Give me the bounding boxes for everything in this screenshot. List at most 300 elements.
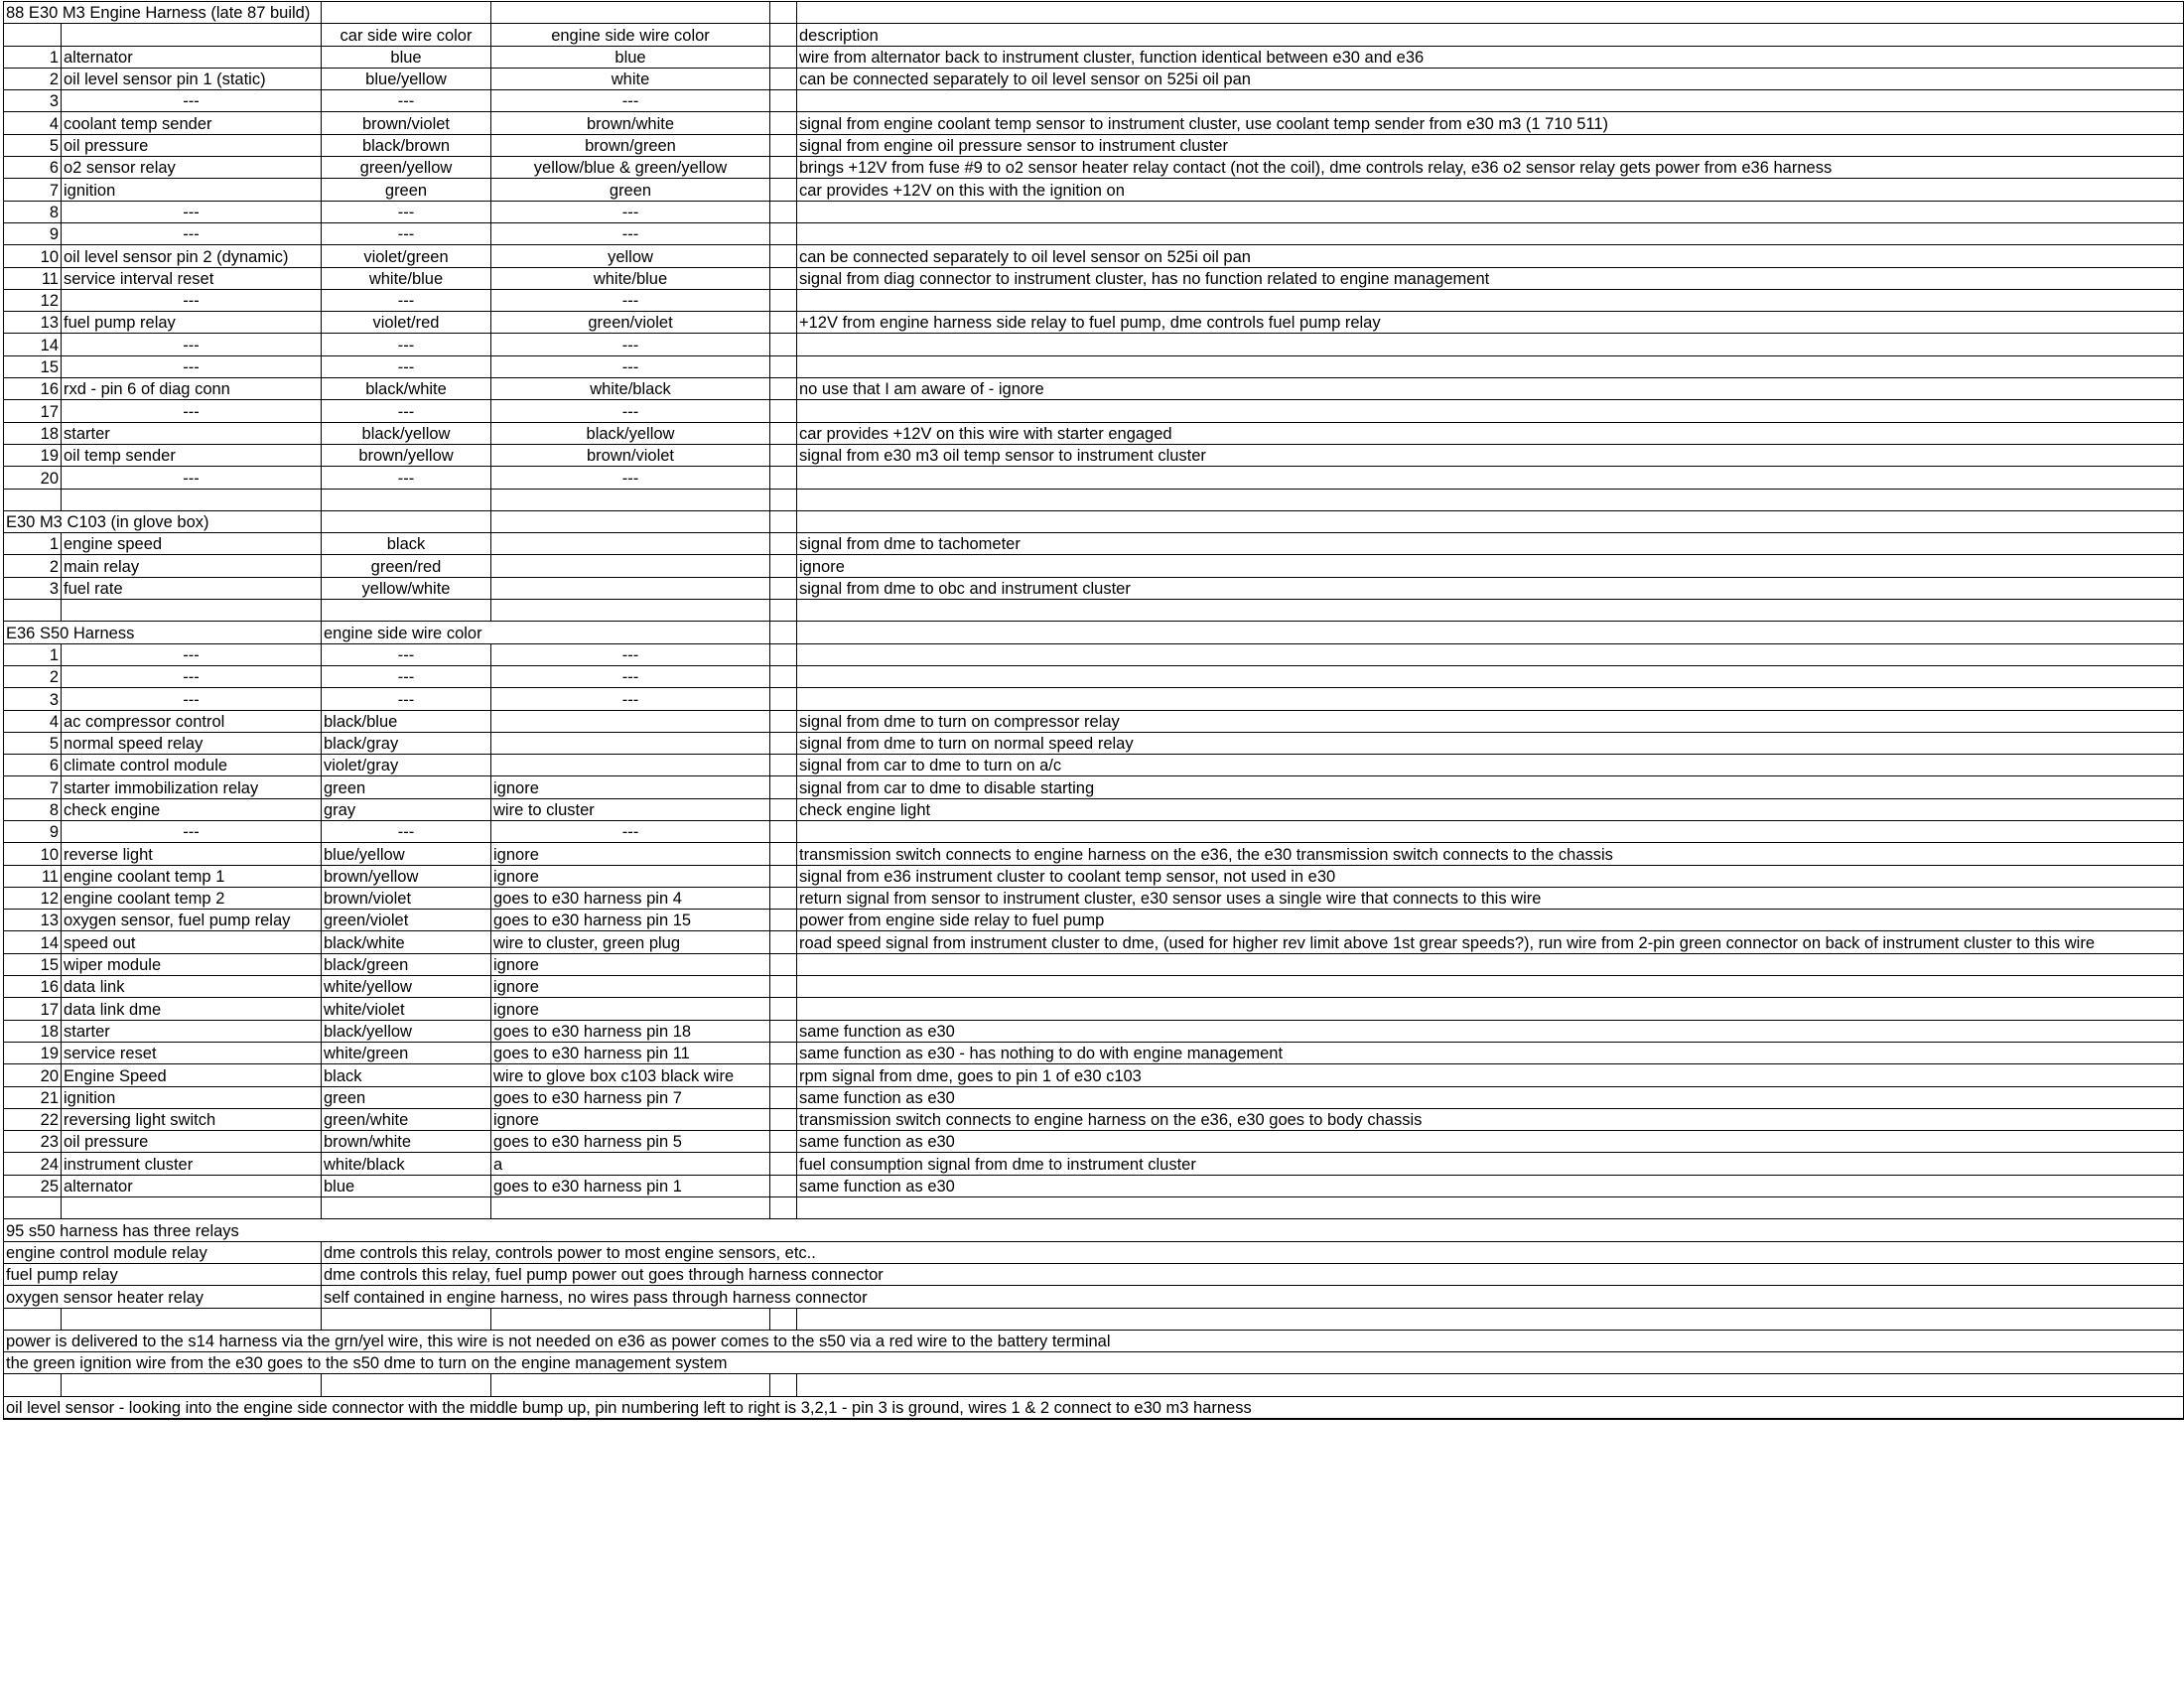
pin-function[interactable]: Engine Speed <box>62 1064 322 1086</box>
pin-description[interactable] <box>797 643 2184 665</box>
pin-description[interactable]: same function as e30 <box>797 1020 2184 1042</box>
relay-name[interactable]: oxygen sensor heater relay <box>4 1286 322 1308</box>
pin-number[interactable]: 12 <box>4 887 62 909</box>
empty-cell[interactable] <box>770 422 797 444</box>
car-side-color[interactable]: --- <box>322 334 491 355</box>
car-side-color[interactable]: white/yellow <box>322 976 491 998</box>
pin-function[interactable]: oil temp sender <box>62 444 322 466</box>
engine-side-color[interactable]: wire to cluster, green plug <box>491 931 770 953</box>
car-side-color[interactable]: violet/red <box>322 312 491 334</box>
empty-cell[interactable] <box>770 1197 797 1219</box>
empty-cell[interactable] <box>770 665 797 687</box>
engine-side-color[interactable]: ignore <box>491 865 770 887</box>
empty-cell[interactable] <box>770 1108 797 1130</box>
pin-function[interactable]: wiper module <box>62 953 322 975</box>
pin-description[interactable]: car provides +12V on this with the ignition on <box>797 179 2184 201</box>
pin-description[interactable]: wire from alternator back to instrument cluster, function identical between e30 and e36 <box>797 46 2184 68</box>
car-side-color[interactable]: brown/violet <box>322 112 491 134</box>
pin-number[interactable]: 14 <box>4 334 62 355</box>
pin-description[interactable]: signal from dme to obc and instrument cluster <box>797 577 2184 599</box>
pin-function[interactable]: --- <box>62 467 322 489</box>
pin-function[interactable]: fuel rate <box>62 577 322 599</box>
empty-cell[interactable] <box>770 710 797 732</box>
pin-function[interactable]: --- <box>62 688 322 710</box>
car-side-color[interactable]: green <box>322 1086 491 1108</box>
pin-number[interactable]: 20 <box>4 467 62 489</box>
empty-cell[interactable] <box>770 2 797 24</box>
empty-cell[interactable] <box>797 622 2184 643</box>
empty-cell[interactable] <box>770 931 797 953</box>
pin-description[interactable]: no use that I am aware of - ignore <box>797 378 2184 400</box>
car-side-color[interactable]: green <box>322 776 491 798</box>
pin-number[interactable]: 22 <box>4 1108 62 1130</box>
empty-cell[interactable] <box>770 910 797 931</box>
pin-number[interactable]: 24 <box>4 1153 62 1175</box>
pin-description[interactable]: signal from dme to turn on normal speed relay <box>797 732 2184 754</box>
pin-number[interactable]: 10 <box>4 245 62 267</box>
pin-description[interactable]: rpm signal from dme, goes to pin 1 of e30 c103 <box>797 1064 2184 1086</box>
engine-side-color[interactable]: yellow/blue & green/yellow <box>491 157 770 179</box>
car-side-color[interactable]: green/white <box>322 1108 491 1130</box>
empty-cell[interactable] <box>770 798 797 820</box>
pin-number[interactable]: 1 <box>4 643 62 665</box>
pin-number[interactable]: 1 <box>4 46 62 68</box>
section-title[interactable]: 88 E30 M3 Engine Harness (late 87 build) <box>4 2 322 24</box>
empty-cell[interactable] <box>797 489 2184 510</box>
empty-cell[interactable] <box>322 510 491 532</box>
engine-side-color[interactable]: ignore <box>491 953 770 975</box>
empty-cell[interactable] <box>491 510 770 532</box>
car-side-color[interactable]: --- <box>322 820 491 842</box>
empty-cell[interactable] <box>62 489 322 510</box>
empty-cell[interactable] <box>491 1197 770 1219</box>
pin-description[interactable]: signal from dme to turn on compressor relay <box>797 710 2184 732</box>
pin-description[interactable]: signal from e30 m3 oil temp sensor to instrument cluster <box>797 444 2184 466</box>
pin-number[interactable]: 9 <box>4 820 62 842</box>
car-side-color[interactable]: --- <box>322 355 491 377</box>
car-side-color[interactable]: brown/yellow <box>322 444 491 466</box>
pin-description[interactable]: same function as e30 <box>797 1131 2184 1153</box>
empty-cell[interactable] <box>797 1374 2184 1396</box>
pin-description[interactable]: transmission switch connects to engine harness on the e36, the e30 transmission switch connects to the chassis <box>797 843 2184 865</box>
empty-cell[interactable] <box>770 976 797 998</box>
pin-number[interactable]: 7 <box>4 179 62 201</box>
engine-side-color[interactable]: --- <box>491 355 770 377</box>
pin-number[interactable]: 5 <box>4 134 62 156</box>
pin-number[interactable]: 9 <box>4 222 62 244</box>
pin-number[interactable]: 13 <box>4 312 62 334</box>
engine-side-color[interactable]: goes to e30 harness pin 4 <box>491 887 770 909</box>
empty-cell[interactable] <box>770 1175 797 1196</box>
pin-function[interactable]: oil level sensor pin 2 (dynamic) <box>62 245 322 267</box>
engine-side-color[interactable]: a <box>491 1153 770 1175</box>
engine-side-color[interactable]: --- <box>491 289 770 311</box>
empty-cell[interactable] <box>797 1197 2184 1219</box>
pin-description[interactable]: signal from e36 instrument cluster to coolant temp sensor, not used in e30 <box>797 865 2184 887</box>
engine-side-color[interactable] <box>491 533 770 555</box>
empty-cell[interactable] <box>770 1153 797 1175</box>
pin-description[interactable] <box>797 467 2184 489</box>
pin-description[interactable]: +12V from engine harness side relay to fuel pump, dme controls fuel pump relay <box>797 312 2184 334</box>
car-side-color[interactable]: violet/gray <box>322 755 491 776</box>
pin-description[interactable] <box>797 953 2184 975</box>
engine-side-color[interactable]: ignore <box>491 843 770 865</box>
header-car-side[interactable]: car side wire color <box>322 24 491 46</box>
car-side-color[interactable]: --- <box>322 289 491 311</box>
engine-side-color[interactable]: goes to e30 harness pin 11 <box>491 1042 770 1063</box>
pin-description[interactable]: same function as e30 <box>797 1086 2184 1108</box>
pin-description[interactable]: brings +12V from fuse #9 to o2 sensor heater relay contact (not the coil), dme controls relay, e36 o2 sensor relay gets power from e36 harness <box>797 157 2184 179</box>
empty-cell[interactable] <box>770 732 797 754</box>
empty-cell[interactable] <box>770 1374 797 1396</box>
pin-function[interactable]: oil pressure <box>62 1131 322 1153</box>
car-side-color[interactable]: green/red <box>322 555 491 577</box>
car-side-color[interactable]: blue <box>322 1175 491 1196</box>
car-side-color[interactable]: black/yellow <box>322 422 491 444</box>
car-side-color[interactable]: --- <box>322 201 491 222</box>
car-side-color[interactable]: --- <box>322 688 491 710</box>
pin-number[interactable]: 11 <box>4 865 62 887</box>
car-side-color[interactable]: --- <box>322 467 491 489</box>
engine-side-color[interactable]: goes to e30 harness pin 7 <box>491 1086 770 1108</box>
engine-side-color[interactable]: --- <box>491 688 770 710</box>
empty-cell[interactable] <box>770 489 797 510</box>
car-side-color[interactable]: yellow/white <box>322 577 491 599</box>
empty-cell[interactable] <box>770 1042 797 1063</box>
pin-number[interactable]: 2 <box>4 555 62 577</box>
pin-description[interactable]: signal from car to dme to turn on a/c <box>797 755 2184 776</box>
relay-name[interactable]: fuel pump relay <box>4 1263 322 1285</box>
pin-number[interactable]: 12 <box>4 289 62 311</box>
engine-side-color[interactable]: --- <box>491 334 770 355</box>
pin-function[interactable]: coolant temp sender <box>62 112 322 134</box>
pin-description[interactable]: signal from diag connector to instrument cluster, has no function related to engine management <box>797 267 2184 289</box>
car-side-color[interactable]: black/blue <box>322 710 491 732</box>
empty-cell[interactable] <box>770 201 797 222</box>
empty-cell[interactable] <box>322 1374 491 1396</box>
car-side-color[interactable]: green/yellow <box>322 157 491 179</box>
car-side-color[interactable]: blue/yellow <box>322 68 491 89</box>
pin-number[interactable]: 19 <box>4 444 62 466</box>
pin-number[interactable]: 10 <box>4 843 62 865</box>
empty-cell[interactable] <box>770 533 797 555</box>
footer-note[interactable]: oil level sensor - looking into the engine side connector with the middle bump up, pin numbering left to right is 3,2,1 - pin 3 is ground, wires 1 & 2 connect to e30 m3 harness <box>4 1396 2184 1419</box>
engine-side-color[interactable]: blue <box>491 46 770 68</box>
car-side-color[interactable]: black <box>322 1064 491 1086</box>
pin-description[interactable] <box>797 665 2184 687</box>
relay-name[interactable]: engine control module relay <box>4 1241 322 1263</box>
pin-description[interactable]: can be connected separately to oil level sensor on 525i oil pan <box>797 68 2184 89</box>
pin-function[interactable]: data link <box>62 976 322 998</box>
pin-function[interactable]: alternator <box>62 46 322 68</box>
pin-number[interactable]: 6 <box>4 157 62 179</box>
pin-function[interactable]: o2 sensor relay <box>62 157 322 179</box>
empty-cell[interactable] <box>770 245 797 267</box>
pin-description[interactable] <box>797 355 2184 377</box>
pin-description[interactable] <box>797 334 2184 355</box>
engine-side-color[interactable]: brown/violet <box>491 444 770 466</box>
engine-side-color[interactable]: --- <box>491 90 770 112</box>
empty-cell[interactable] <box>770 46 797 68</box>
pin-number[interactable]: 15 <box>4 355 62 377</box>
engine-side-color[interactable]: --- <box>491 201 770 222</box>
empty-cell[interactable] <box>322 2 491 24</box>
pin-description[interactable]: ignore <box>797 555 2184 577</box>
pin-number[interactable]: 17 <box>4 998 62 1020</box>
empty-cell[interactable] <box>62 600 322 622</box>
empty-cell[interactable] <box>770 865 797 887</box>
engine-side-color[interactable]: --- <box>491 467 770 489</box>
empty-cell[interactable] <box>770 90 797 112</box>
empty-cell[interactable] <box>4 1197 62 1219</box>
pin-function[interactable]: check engine <box>62 798 322 820</box>
empty-cell[interactable] <box>770 157 797 179</box>
engine-side-color[interactable]: green/violet <box>491 312 770 334</box>
pin-function[interactable]: starter <box>62 1020 322 1042</box>
pin-number[interactable]: 7 <box>4 776 62 798</box>
pin-function[interactable]: ac compressor control <box>62 710 322 732</box>
header-description[interactable]: description <box>797 24 2184 46</box>
car-side-color[interactable]: gray <box>322 798 491 820</box>
pin-number[interactable]: 18 <box>4 422 62 444</box>
pin-number[interactable]: 2 <box>4 68 62 89</box>
pin-number[interactable]: 11 <box>4 267 62 289</box>
pin-description[interactable]: signal from dme to tachometer <box>797 533 2184 555</box>
engine-side-color[interactable]: brown/green <box>491 134 770 156</box>
car-side-color[interactable]: --- <box>322 90 491 112</box>
pin-description[interactable]: return signal from sensor to instrument cluster, e30 sensor uses a single wire that connects to this wire <box>797 887 2184 909</box>
engine-side-color[interactable]: goes to e30 harness pin 1 <box>491 1175 770 1196</box>
pin-function[interactable]: --- <box>62 400 322 422</box>
pin-number[interactable]: 1 <box>4 533 62 555</box>
pin-function[interactable]: --- <box>62 222 322 244</box>
engine-side-color[interactable]: wire to glove box c103 black wire <box>491 1064 770 1086</box>
engine-side-color[interactable]: goes to e30 harness pin 15 <box>491 910 770 931</box>
car-side-color[interactable]: white/black <box>322 1153 491 1175</box>
empty-cell[interactable] <box>322 1197 491 1219</box>
section-title[interactable]: 95 s50 harness has three relays <box>4 1219 2184 1241</box>
empty-cell[interactable] <box>62 1374 322 1396</box>
pin-number[interactable]: 23 <box>4 1131 62 1153</box>
pin-number[interactable]: 20 <box>4 1064 62 1086</box>
pin-description[interactable]: same function as e30 <box>797 1175 2184 1196</box>
pin-description[interactable]: signal from engine oil pressure sensor to instrument cluster <box>797 134 2184 156</box>
empty-cell[interactable] <box>770 887 797 909</box>
car-side-color[interactable]: black/yellow <box>322 1020 491 1042</box>
pin-number[interactable]: 3 <box>4 688 62 710</box>
car-side-color[interactable]: brown/white <box>322 1131 491 1153</box>
empty-cell[interactable] <box>770 378 797 400</box>
empty-cell[interactable] <box>491 600 770 622</box>
pin-number[interactable]: 8 <box>4 798 62 820</box>
pin-description[interactable] <box>797 688 2184 710</box>
pin-function[interactable]: speed out <box>62 931 322 953</box>
empty-cell[interactable] <box>770 622 797 643</box>
note-text[interactable]: the green ignition wire from the e30 goes to the s50 dme to turn on the engine management system <box>4 1352 2184 1374</box>
empty-cell[interactable] <box>770 444 797 466</box>
car-side-color[interactable]: green/violet <box>322 910 491 931</box>
engine-side-color[interactable]: wire to cluster <box>491 798 770 820</box>
pin-function[interactable]: fuel pump relay <box>62 312 322 334</box>
empty-cell[interactable] <box>797 1308 2184 1330</box>
empty-cell[interactable] <box>797 600 2184 622</box>
engine-side-color[interactable]: --- <box>491 820 770 842</box>
car-side-color[interactable]: white/blue <box>322 267 491 289</box>
engine-side-color[interactable]: ignore <box>491 1108 770 1130</box>
relay-description[interactable]: dme controls this relay, controls power to most engine sensors, etc.. <box>322 1241 2184 1263</box>
engine-side-color[interactable]: --- <box>491 665 770 687</box>
relay-description[interactable]: self contained in engine harness, no wires pass through harness connector <box>322 1286 2184 1308</box>
pin-description[interactable]: check engine light <box>797 798 2184 820</box>
empty-cell[interactable] <box>322 489 491 510</box>
empty-cell[interactable] <box>770 643 797 665</box>
car-side-color[interactable]: black <box>322 533 491 555</box>
pin-function[interactable]: --- <box>62 334 322 355</box>
engine-side-color[interactable] <box>491 732 770 754</box>
pin-description[interactable]: fuel consumption signal from dme to instrument cluster <box>797 1153 2184 1175</box>
pin-number[interactable]: 6 <box>4 755 62 776</box>
pin-function[interactable]: engine coolant temp 2 <box>62 887 322 909</box>
pin-number[interactable]: 8 <box>4 201 62 222</box>
pin-number[interactable]: 21 <box>4 1086 62 1108</box>
empty-cell[interactable] <box>770 24 797 46</box>
pin-number[interactable]: 19 <box>4 1042 62 1063</box>
empty-cell[interactable] <box>770 688 797 710</box>
pin-number[interactable]: 3 <box>4 577 62 599</box>
pin-function[interactable]: engine speed <box>62 533 322 555</box>
pin-function[interactable]: data link dme <box>62 998 322 1020</box>
empty-cell[interactable] <box>770 1020 797 1042</box>
empty-cell[interactable] <box>770 776 797 798</box>
empty-cell[interactable] <box>770 1064 797 1086</box>
empty-cell[interactable] <box>770 134 797 156</box>
car-side-color[interactable]: white/violet <box>322 998 491 1020</box>
empty-cell[interactable] <box>770 267 797 289</box>
pin-description[interactable]: road speed signal from instrument cluster to dme, (used for higher rev limit above 1st grear speeds?), run wire from 2-pin green connector on back of instrument cluster to this wire <box>797 931 2184 953</box>
car-side-color[interactable]: blue/yellow <box>322 843 491 865</box>
engine-side-color[interactable] <box>491 710 770 732</box>
pin-number[interactable]: 2 <box>4 665 62 687</box>
pin-description[interactable] <box>797 201 2184 222</box>
engine-side-color[interactable]: --- <box>491 643 770 665</box>
pin-description[interactable]: can be connected separately to oil level sensor on 525i oil pan <box>797 245 2184 267</box>
pin-number[interactable]: 15 <box>4 953 62 975</box>
pin-function[interactable]: --- <box>62 90 322 112</box>
pin-function[interactable]: oil level sensor pin 1 (static) <box>62 68 322 89</box>
pin-function[interactable]: climate control module <box>62 755 322 776</box>
relay-description[interactable]: dme controls this relay, fuel pump power out goes through harness connector <box>322 1263 2184 1285</box>
engine-side-color[interactable]: black/yellow <box>491 422 770 444</box>
engine-side-color[interactable] <box>491 755 770 776</box>
engine-side-color[interactable]: white/black <box>491 378 770 400</box>
car-side-color[interactable]: black/white <box>322 378 491 400</box>
empty-cell[interactable] <box>491 489 770 510</box>
engine-side-color[interactable]: ignore <box>491 776 770 798</box>
empty-cell[interactable] <box>491 2 770 24</box>
engine-side-color[interactable]: brown/white <box>491 112 770 134</box>
pin-function[interactable]: rxd - pin 6 of diag conn <box>62 378 322 400</box>
pin-function[interactable]: --- <box>62 665 322 687</box>
car-side-color[interactable]: black/brown <box>322 134 491 156</box>
pin-function[interactable]: ignition <box>62 1086 322 1108</box>
empty-cell[interactable] <box>770 112 797 134</box>
empty-cell[interactable] <box>322 1308 491 1330</box>
pin-number[interactable]: 4 <box>4 112 62 134</box>
pin-function[interactable]: alternator <box>62 1175 322 1196</box>
pin-number[interactable]: 13 <box>4 910 62 931</box>
pin-number[interactable]: 17 <box>4 400 62 422</box>
empty-cell[interactable] <box>770 820 797 842</box>
engine-side-color[interactable]: ignore <box>491 998 770 1020</box>
engine-side-color[interactable]: ignore <box>491 976 770 998</box>
empty-cell[interactable] <box>770 1308 797 1330</box>
header-name[interactable] <box>62 24 322 46</box>
empty-cell[interactable] <box>4 600 62 622</box>
empty-cell[interactable] <box>62 1308 322 1330</box>
engine-side-color[interactable]: white <box>491 68 770 89</box>
note-text[interactable]: power is delivered to the s14 harness via the grn/yel wire, this wire is not needed on e36 as power comes to the s50 via a red wire to the battery terminal <box>4 1330 2184 1351</box>
pin-number[interactable]: 25 <box>4 1175 62 1196</box>
pin-number[interactable]: 14 <box>4 931 62 953</box>
empty-cell[interactable] <box>770 510 797 532</box>
pin-function[interactable]: starter immobilization relay <box>62 776 322 798</box>
engine-side-color[interactable] <box>491 555 770 577</box>
empty-cell[interactable] <box>770 334 797 355</box>
empty-cell[interactable] <box>770 1086 797 1108</box>
empty-cell[interactable] <box>770 222 797 244</box>
pin-description[interactable]: power from engine side relay to fuel pump <box>797 910 2184 931</box>
empty-cell[interactable] <box>62 1197 322 1219</box>
pin-number[interactable]: 3 <box>4 90 62 112</box>
pin-function[interactable]: service interval reset <box>62 267 322 289</box>
pin-description[interactable] <box>797 976 2184 998</box>
empty-cell[interactable] <box>4 1374 62 1396</box>
engine-side-color[interactable]: goes to e30 harness pin 5 <box>491 1131 770 1153</box>
empty-cell[interactable] <box>770 467 797 489</box>
pin-function[interactable]: ignition <box>62 179 322 201</box>
car-side-color[interactable]: black/green <box>322 953 491 975</box>
empty-cell[interactable] <box>797 510 2184 532</box>
pin-function[interactable]: reversing light switch <box>62 1108 322 1130</box>
pin-function[interactable]: --- <box>62 643 322 665</box>
pin-number[interactable]: 18 <box>4 1020 62 1042</box>
engine-side-color[interactable]: yellow <box>491 245 770 267</box>
empty-cell[interactable] <box>4 24 62 46</box>
pin-function[interactable]: engine coolant temp 1 <box>62 865 322 887</box>
pin-description[interactable]: same function as e30 - has nothing to do with engine management <box>797 1042 2184 1063</box>
empty-cell[interactable] <box>770 755 797 776</box>
pin-description[interactable]: car provides +12V on this wire with starter engaged <box>797 422 2184 444</box>
pin-function[interactable]: oxygen sensor, fuel pump relay <box>62 910 322 931</box>
car-side-color[interactable]: white/green <box>322 1042 491 1063</box>
pin-number[interactable]: 16 <box>4 378 62 400</box>
engine-side-color[interactable]: --- <box>491 400 770 422</box>
engine-side-color[interactable]: --- <box>491 222 770 244</box>
car-side-color[interactable]: --- <box>322 222 491 244</box>
empty-cell[interactable] <box>770 998 797 1020</box>
pin-function[interactable]: normal speed relay <box>62 732 322 754</box>
pin-function[interactable]: --- <box>62 201 322 222</box>
engine-side-color[interactable]: white/blue <box>491 267 770 289</box>
empty-cell[interactable] <box>770 1131 797 1153</box>
empty-cell[interactable] <box>770 600 797 622</box>
pin-description[interactable] <box>797 820 2184 842</box>
pin-number[interactable]: 16 <box>4 976 62 998</box>
car-side-color[interactable]: blue <box>322 46 491 68</box>
empty-cell[interactable] <box>491 1308 770 1330</box>
empty-cell[interactable] <box>770 953 797 975</box>
empty-cell[interactable] <box>770 179 797 201</box>
